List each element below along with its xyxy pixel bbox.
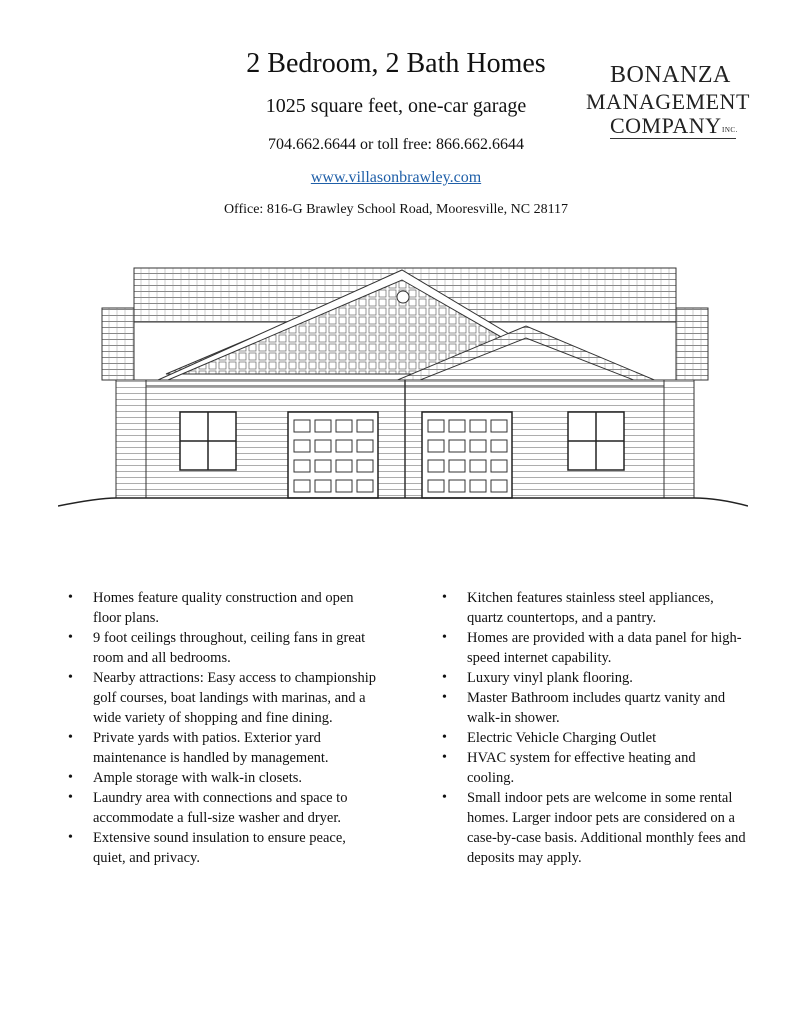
- page-title: 2 Bedroom, 2 Bath Homes: [246, 48, 546, 79]
- website-link[interactable]: www.villasonbrawley.com: [310, 169, 482, 186]
- size-subtitle: 1025 square feet, one-car garage: [265, 95, 527, 117]
- logo-underline: [610, 138, 736, 139]
- list-item: • Homes feature quality construction and open floor plans.: [62, 588, 382, 628]
- company-logo: [586, 62, 750, 142]
- list-item: • Luxury vinyl plank flooring.: [436, 668, 746, 688]
- left-wing-roof: [102, 308, 134, 380]
- list-item: • Electric Vehicle Charging Outlet: [436, 728, 746, 748]
- left-wing-wall: [116, 380, 146, 498]
- left-garage-door: [288, 412, 378, 498]
- features-left-list: [62, 588, 382, 868]
- gable-vent: [397, 291, 409, 303]
- list-item: • Private yards with patios. Exterior yard maintenance is handled by management.: [62, 728, 382, 768]
- features-right-list: [436, 588, 746, 868]
- house-elevation-drawing: [58, 262, 748, 510]
- list-item: • Homes are provided with a data panel for high-speed internet capability.: [436, 628, 746, 668]
- list-item: • Extensive sound insulation to ensure peace, quiet, and privacy.: [62, 828, 382, 868]
- list-item: • Master Bathroom includes quartz vanity and walk-in shower.: [436, 688, 746, 728]
- list-item: • Nearby attractions: Easy access to championship golf courses, boat landings with marinas, and a wide variety of shopping and fine dining.: [62, 668, 382, 728]
- list-item: • Ample storage with walk-in closets.: [62, 768, 382, 788]
- website-line: [0, 169, 792, 187]
- list-item: • Laundry area with connections and space to accommodate a full-size washer and dryer.: [62, 788, 382, 828]
- logo-line-2: MANAGEMENT: [586, 89, 750, 114]
- ground-line: [58, 498, 748, 506]
- list-item: • 9 foot ceilings throughout, ceiling fans in great room and all bedrooms.: [62, 628, 382, 668]
- right-wing-roof: [676, 308, 708, 380]
- logo-inc: INC.: [722, 126, 738, 134]
- phone-numbers: 704.662.6644 or toll free: 866.662.6644: [268, 136, 524, 153]
- right-window: [568, 412, 624, 470]
- list-item: • Small indoor pets are welcome in some rental homes. Larger indoor pets are considered on a case-by-case basis. Additional monthly fees and deposits may apply.: [436, 788, 746, 868]
- logo-line-3: COMPANY: [610, 113, 722, 138]
- office-address: Office: 816-G Brawley School Road, Mooresville, NC 28117: [223, 202, 569, 217]
- list-item: • HVAC system for effective heating and cooling.: [436, 748, 746, 788]
- list-item: • Kitchen features stainless steel appliances, quartz countertops, and a pantry.: [436, 588, 746, 628]
- right-wing-wall: [664, 380, 694, 498]
- logo-line-1: BONANZA: [610, 62, 731, 88]
- left-window: [180, 412, 236, 470]
- right-garage-door: [422, 412, 512, 498]
